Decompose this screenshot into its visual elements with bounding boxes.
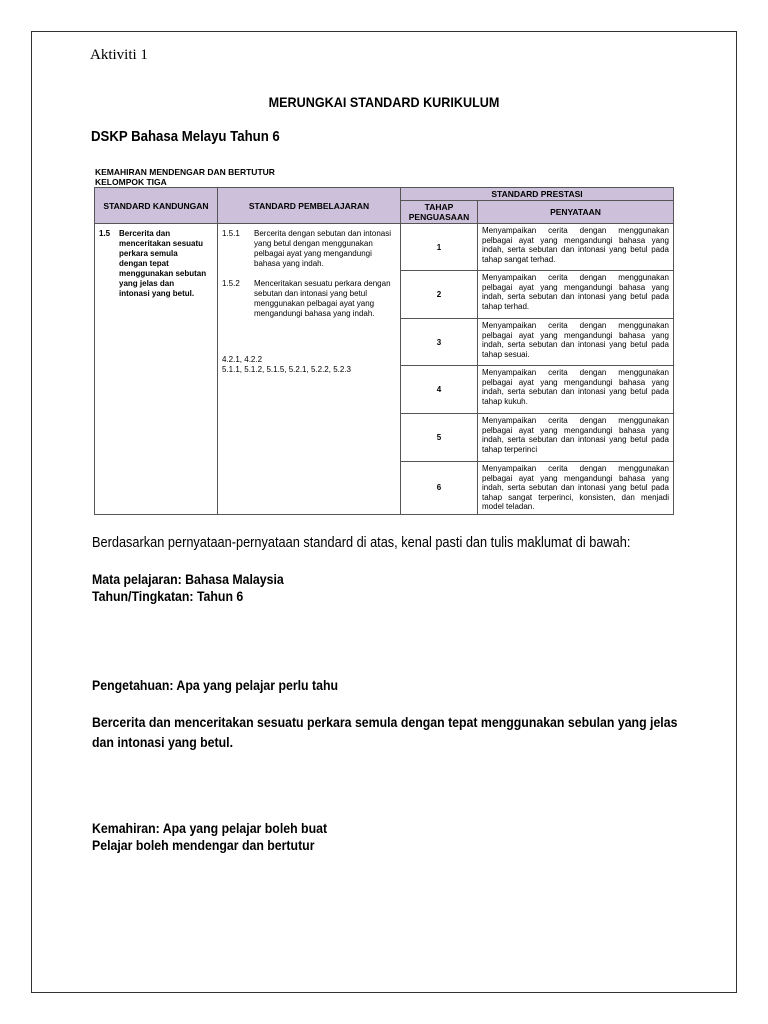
activity-label: Aktiviti 1 [90,47,148,63]
statement-cell: Menyampaikan cerita dengan menggunakan pelbagai ayat yang mengandungi bahasa yang indah, serta sebutan dan intonasi yang betul pada tahap terperinci [478,414,674,462]
sk-number: 1.5 [99,229,111,238]
header-standard-pembelajaran: STANDARD PEMBELAJARAN [218,188,401,224]
sp-item [222,279,396,319]
level-cell: 4 [401,366,478,414]
statement-cell: Menyampaikan cerita dengan menggunakan pelbagai ayat yang mengandungi bahasa yang indah, serta sebutan dan intonasi yang betul pada tahap sesuai. [478,319,674,366]
level-cell: 6 [401,462,478,515]
level-cell: 3 [401,319,478,366]
sp-text: Bercerita dengan sebutan dan intonasi yang betul dengan menggunakan pelbagai ayat yang mengandungi bahasa yang indah. [254,229,391,268]
header-pernyataan: PENYATAAN [478,201,674,224]
statement-cell: Menyampaikan cerita dengan menggunakan pelbagai ayat yang mengandungi bahasa yang indah, serta sebutan dan intonasi yang betul pada tahap sangat terhad. [478,224,674,271]
reference-line: 4.2.1, 4.2.2 [222,355,263,364]
instruction-text: Berdasarkan pernyataan-pernyataan standard di atas, kenal pasti dan tulis maklumat di bawah: [92,535,631,551]
level-cell: 1 [401,224,478,271]
page-title: MERUNGKAI STANDARD KURIKULUM [268,94,500,110]
header-standard-kandungan: STANDARD KANDUNGAN [95,188,218,224]
sk-text: Bercerita dan menceritakan sesuatu perkara semula dengan tepat menggunakan sebutan yang jelas dan intonasi yang betul. [119,229,207,298]
header-standard-prestasi: STANDARD PRESTASI [401,188,674,201]
group-line: KELOMPOK TIGA [95,177,167,187]
sp-item [222,229,396,269]
tahun-line: Tahun/Tingkatan: Tahun 6 [92,588,244,604]
sp-number: 1.5.2 [222,279,240,288]
skill-heading [95,167,275,187]
mata-pelajaran-line: Mata pelajaran: Bahasa Malaysia [92,571,284,587]
statement-cell: Menyampaikan cerita dengan menggunakan pelbagai ayat yang mengandungi bahasa yang indah, serta sebutan dan intonasi yang betul pada tahap sangat terperinci, konsisten, dan menjadi model teladan. [478,462,674,515]
header-tahap-penguasaan: TAHAP PENGUASAAN [401,201,478,224]
skill-line: KEMAHIRAN MENDENGAR DAN BERTUTUR [95,167,275,177]
level-cell: 5 [401,414,478,462]
reference-line: 5.1.1, 5.1.2, 5.1.5, 5.2.1, 5.2.2, 5.2.3 [222,365,351,374]
pengetahuan-answer: Bercerita dan menceritakan sesuatu perkara semula dengan tepat menggunakan sebulan yang jelas dan intonasi yang betul. [92,714,678,750]
pengetahuan-heading: Pengetahuan: Apa yang pelajar perlu tahu [92,677,339,693]
kemahiran-heading: Kemahiran: Apa yang pelajar boleh buat [92,820,328,836]
statement-cell: Menyampaikan cerita dengan menggunakan pelbagai ayat yang mengandungi bahasa yang indah, serta sebutan dan intonasi yang betul pada tahap kukuh. [478,366,674,414]
dskp-table [94,187,674,515]
sp-references [222,355,396,375]
kemahiran-answer: Pelajar boleh mendengar dan bertutur [92,837,315,853]
subject-heading: DSKP Bahasa Melayu Tahun 6 [91,128,280,145]
level-cell: 2 [401,271,478,319]
statement-cell: Menyampaikan cerita dengan menggunakan pelbagai ayat yang mengandungi bahasa yang indah, serta sebutan dan intonasi yang betul pada tahap terhad. [478,271,674,319]
sp-text: Menceritakan sesuatu perkara dengan sebutan dan intonasi yang betul menggunakan pelbagai ayat yang mengandungi bahasa yang indah. [254,279,391,318]
standard-pembelajaran-cell [218,224,401,515]
sp-number: 1.5.1 [222,229,240,238]
standard-kandungan-cell [95,224,218,515]
